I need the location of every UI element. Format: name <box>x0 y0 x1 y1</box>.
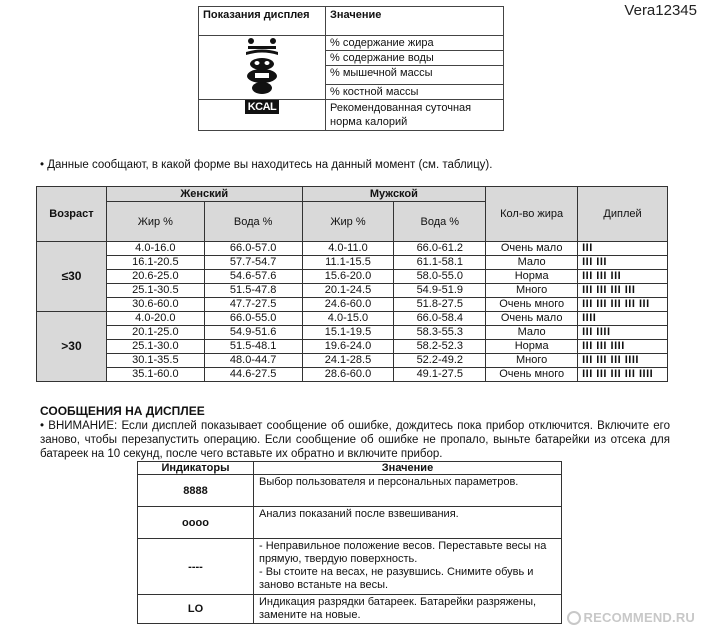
intro-text: • Данные сообщают, в какой форме вы находитесь на данный момент (см. таблицу). <box>40 159 493 171</box>
value-muscle: % мышечной массы <box>326 66 504 85</box>
table-row <box>138 507 562 539</box>
indicator-meaning: Индикация разрядки батареек. Батарейки разряжены, замените на новые. <box>254 595 562 624</box>
cell-amount: Мало <box>486 256 578 270</box>
cell-male-water: 54.9-51.9 <box>394 284 486 298</box>
cell-female-fat: 4.0-16.0 <box>106 242 204 256</box>
cell-female-water: 51.5-48.1 <box>204 340 302 354</box>
table-row <box>37 298 668 312</box>
header-female: Женский <box>106 187 302 202</box>
age-group-label: ≤30 <box>37 242 107 312</box>
cell-level: III III IIII <box>578 340 668 354</box>
cell-female-fat: 35.1-60.0 <box>106 368 204 382</box>
cell-female-fat: 4.0-20.0 <box>106 312 204 326</box>
watermark-site-text: RECOMMEND.RU <box>583 610 695 625</box>
indicator-meaning: - Неправильное положение весов. Переставьте весы на прямую, твердую поверхность. - Вы стоите на весах, не разувшись. Снимите обувь и заново встаньте на весы. <box>254 539 562 595</box>
table-row <box>37 354 668 368</box>
cell-male-water: 51.8-27.5 <box>394 298 486 312</box>
indicator-code: ---- <box>138 539 254 595</box>
cell-male-water: 49.1-27.5 <box>394 368 486 382</box>
cell-level: III III III III IIII <box>578 368 668 382</box>
cell-male-fat: 15.1-19.5 <box>302 326 394 340</box>
cell-male-fat: 15.6-20.0 <box>302 270 394 284</box>
cell-level: III III III IIII <box>578 354 668 368</box>
cell-level: IIII <box>578 312 668 326</box>
table-row <box>138 595 562 624</box>
indicator-code: 8888 <box>138 475 254 507</box>
cell-female-water: 48.0-44.7 <box>204 354 302 368</box>
cell-male-fat: 4.0-15.0 <box>302 312 394 326</box>
cell-male-fat: 24.6-60.0 <box>302 298 394 312</box>
indicator-code: oooo <box>138 507 254 539</box>
cell-female-fat: 25.1-30.0 <box>106 340 204 354</box>
body-figure-icon <box>240 37 284 95</box>
table-row <box>138 539 562 595</box>
cell-male-water: 58.2-52.3 <box>394 340 486 354</box>
table-row <box>37 326 668 340</box>
header-age: Возраст <box>37 187 107 242</box>
recommend-logo-icon <box>567 611 581 625</box>
watermark-username: Vera12345 <box>624 2 697 19</box>
cell-male-water: 58.3-55.3 <box>394 326 486 340</box>
cell-female-fat: 25.1-30.5 <box>106 284 204 298</box>
table-row <box>37 368 668 382</box>
header-range: Диплей <box>578 187 668 242</box>
value-kcal: Рекомендованная суточная норма калорий <box>326 100 504 131</box>
cell-female-water: 54.6-57.6 <box>204 270 302 284</box>
cell-male-fat: 24.1-28.5 <box>302 354 394 368</box>
cell-female-fat: 20.6-25.0 <box>106 270 204 284</box>
cell-amount: Очень мало <box>486 242 578 256</box>
value-water: % содержание воды <box>326 51 504 66</box>
cell-level: III III III III <box>578 284 668 298</box>
kcal-icon: KCAL <box>245 100 280 114</box>
cell-male-fat: 4.0-11.0 <box>302 242 394 256</box>
header-meaning: Значение <box>254 462 562 475</box>
indicator-meaning: Выбор пользователя и персональных параметров. <box>254 475 562 507</box>
cell-male-fat: 28.6-60.0 <box>302 368 394 382</box>
cell-level: III IIII <box>578 326 668 340</box>
cell-amount: Очень много <box>486 298 578 312</box>
header-value: Значение <box>326 7 504 36</box>
table-row <box>37 312 668 326</box>
cell-male-water: 61.1-58.1 <box>394 256 486 270</box>
cell-female-water: 66.0-57.0 <box>204 242 302 256</box>
table-row <box>37 284 668 298</box>
cell-amount: Очень мало <box>486 312 578 326</box>
table-row <box>138 475 562 507</box>
cell-amount: Норма <box>486 270 578 284</box>
indicator-meaning: Анализ показаний после взвешивания. <box>254 507 562 539</box>
cell-female-fat: 20.1-25.0 <box>106 326 204 340</box>
age-group-label: >30 <box>37 312 107 382</box>
body-composition-table <box>36 186 668 382</box>
table-row <box>37 340 668 354</box>
cell-amount: Норма <box>486 340 578 354</box>
table-row <box>37 270 668 284</box>
cell-female-water: 51.5-47.8 <box>204 284 302 298</box>
value-bone: % костной массы <box>326 85 504 100</box>
cell-female-water: 57.7-54.7 <box>204 256 302 270</box>
cell-male-water: 58.0-55.0 <box>394 270 486 284</box>
cell-male-fat: 20.1-24.5 <box>302 284 394 298</box>
cell-level: III III III III III <box>578 298 668 312</box>
cell-female-water: 47.7-27.5 <box>204 298 302 312</box>
header-female-fat: Жир % <box>106 202 204 242</box>
table-row <box>37 242 668 256</box>
cell-amount: Очень много <box>486 368 578 382</box>
cell-female-water: 66.0-55.0 <box>204 312 302 326</box>
cell-male-water: 66.0-58.4 <box>394 312 486 326</box>
cell-amount: Много <box>486 354 578 368</box>
cell-male-fat: 19.6-24.0 <box>302 340 394 354</box>
cell-level: III III <box>578 256 668 270</box>
warning-text: • ВНИМАНИЕ: Если дисплей показывает сообщение об ошибке, дождитесь пока прибор отключится. Включите его заново, чтобы перезапустить операцию. Если сообщение об ошибке не пропало, выньте батарейки из отсека для батареек на 10 секунд, после чего вставьте их обратно и включите прибор. <box>40 420 670 460</box>
messages-heading: СООБЩЕНИЯ НА ДИСПЛЕЕ <box>40 404 205 418</box>
watermark-site <box>567 610 695 625</box>
table-row <box>37 256 668 270</box>
cell-male-fat: 11.1-15.5 <box>302 256 394 270</box>
cell-female-water: 44.6-27.5 <box>204 368 302 382</box>
value-fat: % содержание жира <box>326 36 504 51</box>
header-male-fat: Жир % <box>302 202 394 242</box>
header-fat-amount: Кол-во жира <box>486 187 578 242</box>
cell-level: III III III <box>578 270 668 284</box>
cell-female-fat: 30.1-35.5 <box>106 354 204 368</box>
header-male: Мужской <box>302 187 486 202</box>
indicator-code: LO <box>138 595 254 624</box>
cell-level: III <box>578 242 668 256</box>
header-indicator: Показания дисплея <box>199 7 326 36</box>
cell-female-fat: 16.1-20.5 <box>106 256 204 270</box>
messages-table <box>137 461 562 624</box>
cell-female-water: 54.9-51.6 <box>204 326 302 340</box>
cell-male-water: 66.0-61.2 <box>394 242 486 256</box>
header-indicators: Индикаторы <box>138 462 254 475</box>
cell-female-fat: 30.6-60.0 <box>106 298 204 312</box>
cell-amount: Много <box>486 284 578 298</box>
kcal-cell <box>199 100 326 131</box>
cell-amount: Мало <box>486 326 578 340</box>
header-female-water: Вода % <box>204 202 302 242</box>
body-figure-cell <box>199 36 326 100</box>
display-indicators-table <box>198 6 504 131</box>
cell-male-water: 52.2-49.2 <box>394 354 486 368</box>
header-male-water: Вода % <box>394 202 486 242</box>
